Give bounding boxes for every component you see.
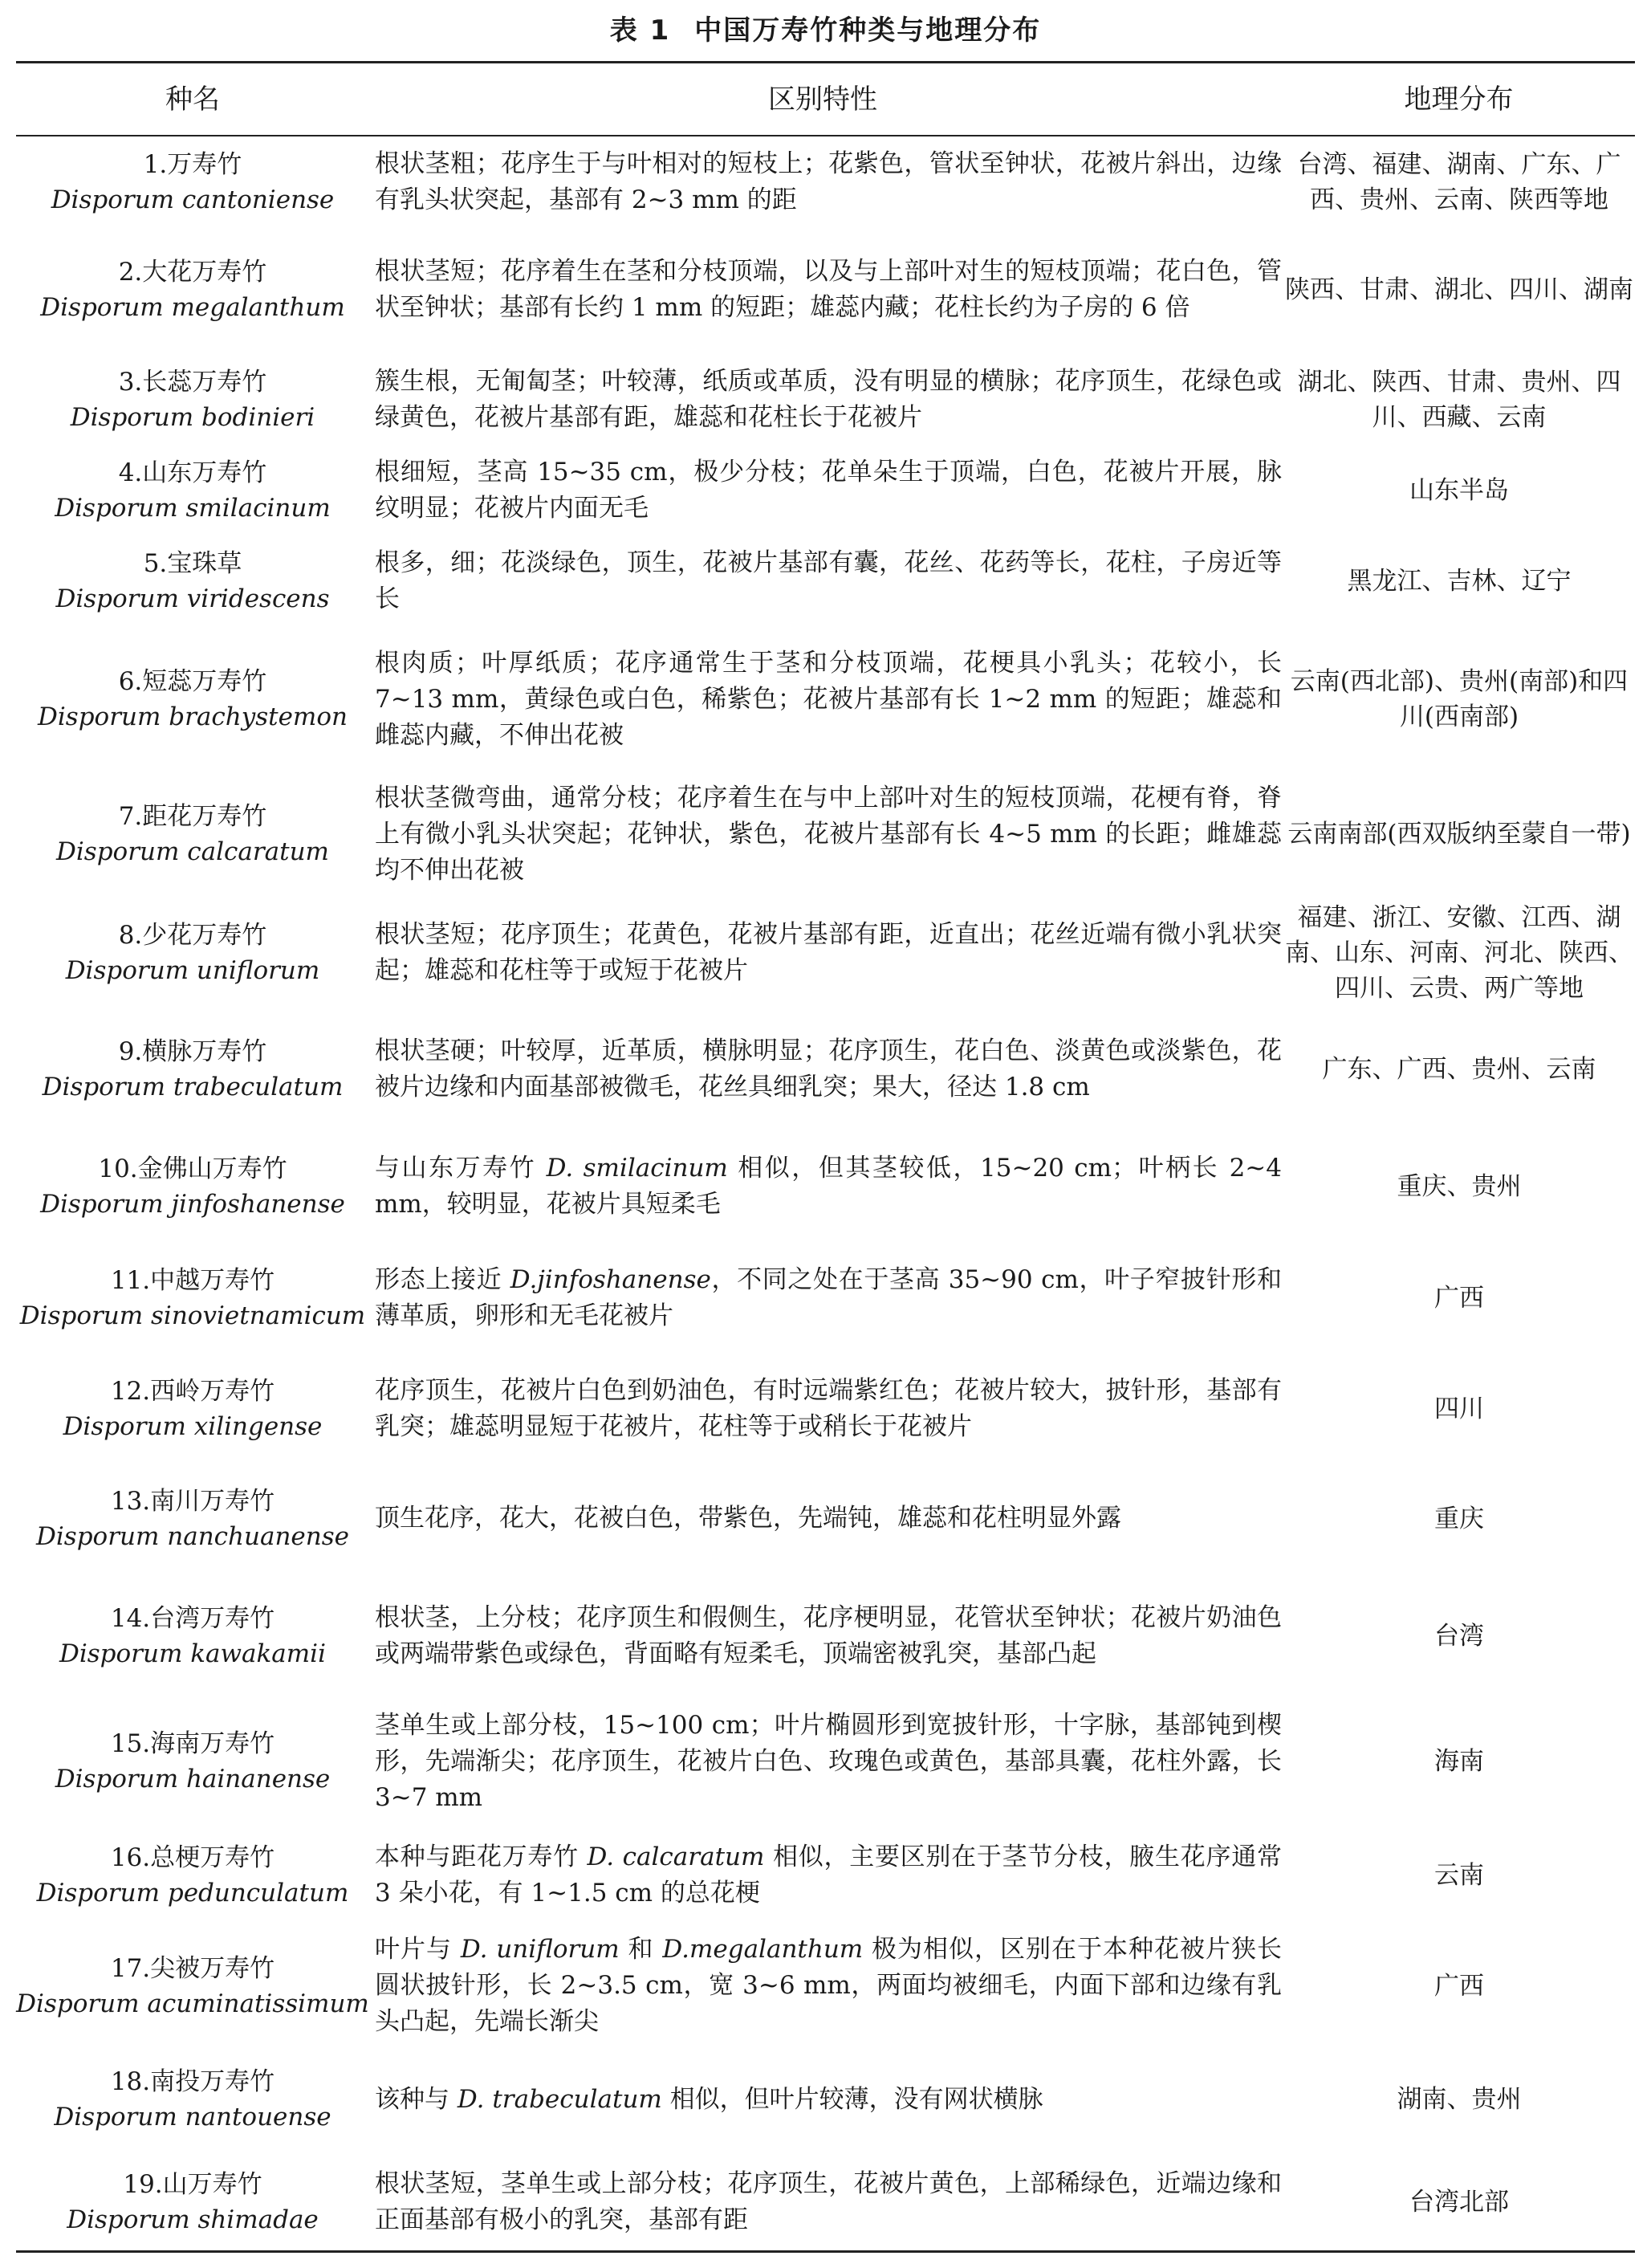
species-distribution: 台湾 <box>1434 1622 1484 1651</box>
species-cell <box>16 771 369 898</box>
features-cell <box>375 771 1282 898</box>
species-cell <box>16 628 369 771</box>
species-description: 根状茎微弯曲，通常分枝；花序着生在与中上部叶对生的短枝顶端，花梗有脊，脊上有微小乳头状突起；花钟状，紫色，花被片基部有长 4~5 mm 的长距；雌雄蕊均不伸出花被 <box>375 783 1282 885</box>
species-chinese-name: 15.海南万寿竹 <box>110 1729 275 1758</box>
species-description: 根状茎粗；花序生于与叶相对的短枝上；花紫色，管状至钟状，花被片斜出，边缘有乳头状突起，基部有 2~3 mm 的距 <box>375 149 1282 214</box>
species-chinese-name: 7.距花万寿竹 <box>118 802 267 831</box>
table-row <box>16 446 1635 535</box>
distribution-cell <box>1283 1130 1636 1243</box>
features-cell <box>375 1008 1282 1130</box>
table-row <box>16 898 1635 1008</box>
features-cell <box>375 1465 1282 1572</box>
features-cell <box>375 1243 1282 1353</box>
species-cell <box>16 2043 369 2156</box>
species-cell <box>16 446 369 535</box>
distribution-cell <box>1283 2156 1636 2248</box>
species-cell <box>16 1465 369 1572</box>
species-cell <box>16 1243 369 1353</box>
table-row <box>16 771 1635 898</box>
species-cell <box>16 1008 369 1130</box>
table-row <box>16 353 1635 446</box>
species-chinese-name: 14.台湾万寿竹 <box>110 1604 275 1633</box>
species-latin-name: Disporum bodinieri <box>70 402 315 432</box>
species-latin-name: Disporum shimadae <box>67 2205 319 2234</box>
species-latin-name: Disporum kawakamii <box>59 1639 326 1668</box>
features-cell <box>375 1928 1282 2043</box>
table-row <box>16 1465 1635 1572</box>
distribution-cell <box>1283 1928 1636 2043</box>
features-cell <box>375 446 1282 535</box>
table-row <box>16 1928 1635 2043</box>
distribution-cell <box>1283 2043 1636 2156</box>
species-latin-name: Disporum calcaratum <box>56 837 329 866</box>
latin-reference: D. calcaratum <box>587 1842 765 1871</box>
species-latin-name: Disporum uniflorum <box>65 955 320 985</box>
species-distribution: 福建、浙江、安徽、江西、湖南、山东、河南、河北、陕西、四川、云贵、两广等地 <box>1285 902 1633 1003</box>
species-cell <box>16 898 369 1008</box>
distribution-cell <box>1283 1700 1636 1822</box>
top-rule <box>16 61 1635 63</box>
species-distribution: 湖北、陕西、甘肃、贵州、四川、西藏、云南 <box>1297 367 1621 432</box>
latin-reference: D. smilacinum <box>546 1154 728 1183</box>
species-description: 根状茎，上分枝；花序顶生和假侧生，花序梗明显，花管状至钟状；花被片奶油色或两端带紫色或绿色，背面略有短柔毛，顶端密被乳突，基部凸起 <box>375 1603 1282 1668</box>
distribution-cell <box>1283 1243 1636 1353</box>
species-distribution: 黑龙江、吉林、辽宁 <box>1347 567 1572 596</box>
species-chinese-name: 9.横脉万寿竹 <box>118 1036 267 1066</box>
species-description: 根状茎短；花序着生在茎和分枝顶端，以及与上部叶对生的短枝顶端；花白色，管状至钟状；基部有长约 1 mm 的短距；雄蕊内藏；花柱长约为子房的 6 倍 <box>375 257 1282 322</box>
species-cell <box>16 353 369 446</box>
species-cell <box>16 1572 369 1700</box>
species-description: 叶片与 D. uniflorum 和 D.megalanthum 极为相似，区别在于本种花被片狭长圆状披针形，长 2~3.5 cm，宽 3~6 mm，两面均被细毛，内面下部和边缘有乳头凸起，先端长渐尖 <box>375 1935 1282 2036</box>
distribution-cell <box>1283 138 1636 226</box>
species-distribution: 广东、广西、贵州、云南 <box>1322 1054 1596 1084</box>
table-row <box>16 1130 1635 1243</box>
features-cell <box>375 1353 1282 1465</box>
table-row <box>16 1572 1635 1700</box>
features-cell <box>375 226 1282 353</box>
latin-reference: D. trabeculatum <box>457 2084 662 2114</box>
features-cell <box>375 628 1282 771</box>
distribution-cell <box>1283 353 1636 446</box>
species-distribution: 广西 <box>1434 1971 1484 2001</box>
species-distribution: 台湾、福建、湖南、广东、广西、贵州、云南、陕西等地 <box>1297 150 1621 214</box>
species-chinese-name: 3.长蕊万寿竹 <box>118 367 267 397</box>
table-caption <box>0 8 1651 47</box>
distribution-cell <box>1283 898 1636 1008</box>
distribution-cell <box>1283 1465 1636 1572</box>
species-distribution: 云南 <box>1434 1861 1484 1890</box>
species-description: 根状茎短；花序顶生；花黄色，花被片基部有距，近直出；花丝近端有微小乳状突起；雄蕊和花柱等于或短于花被片 <box>375 919 1282 985</box>
species-latin-name: Disporum trabeculatum <box>42 1072 344 1101</box>
species-latin-name: Disporum viridescens <box>55 584 330 613</box>
species-chinese-name: 11.中越万寿竹 <box>110 1265 275 1295</box>
species-latin-name: Disporum hainanense <box>55 1765 331 1794</box>
species-chinese-name: 4.山东万寿竹 <box>118 458 267 487</box>
species-latin-name: Disporum smilacinum <box>55 493 331 523</box>
table-row <box>16 628 1635 771</box>
distribution-cell <box>1283 1572 1636 1700</box>
bottom-rule <box>16 2250 1635 2253</box>
species-cell <box>16 1353 369 1465</box>
distribution-cell <box>1283 1353 1636 1465</box>
features-cell <box>375 898 1282 1008</box>
species-cell <box>16 1700 369 1822</box>
species-distribution: 湖南、贵州 <box>1397 2085 1522 2114</box>
species-cell <box>16 1130 369 1243</box>
species-description: 根状茎硬；叶较厚，近革质，横脉明显；花序顶生，花白色、淡黄色或淡紫色，花被片边缘和内面基部被微毛，花丝具细乳突；果大，径达 1.8 cm <box>375 1036 1282 1101</box>
features-cell <box>375 353 1282 446</box>
species-cell <box>16 1822 369 1928</box>
species-description: 与山东万寿竹 D. smilacinum 相似，但其茎较低，15~20 cm；叶柄长 2~4 mm，较明显，花被片具短柔毛 <box>375 1154 1282 1219</box>
species-distribution: 陕西、甘肃、湖北、四川、湖南 <box>1285 275 1633 304</box>
features-cell <box>375 1822 1282 1928</box>
species-latin-name: Disporum brachystemon <box>38 702 348 731</box>
distribution-cell <box>1283 1822 1636 1928</box>
species-cell <box>16 226 369 353</box>
species-chinese-name: 18.南投万寿竹 <box>110 2067 275 2096</box>
species-distribution: 台湾北部 <box>1409 2187 1509 2217</box>
species-description: 茎单生或上部分枝，15~100 cm；叶片椭圆形到宽披针形，十字脉，基部钝到楔形，先端渐尖；花序顶生，花被片白色、玫瑰色或黄色，基部具囊，花柱外露，长 3~7 mm <box>375 1710 1282 1812</box>
features-cell <box>375 138 1282 226</box>
table-row <box>16 1700 1635 1822</box>
species-description: 根肉质；叶厚纸质；花序通常生于茎和分枝顶端，花梗具小乳头；花较小，长 7~13 mm，黄绿色或白色，稀紫色；花被片基部有长 1~2 mm 的短距；雄蕊和雌蕊内藏，不伸出花被 <box>375 648 1282 750</box>
species-chinese-name: 2.大花万寿竹 <box>118 258 267 287</box>
features-cell <box>375 1572 1282 1700</box>
species-distribution: 山东半岛 <box>1409 475 1509 505</box>
species-description: 根多，细；花淡绿色，顶生，花被片基部有囊，花丝、花药等长，花柱，子房近等长 <box>375 548 1282 613</box>
species-chinese-name: 13.南川万寿竹 <box>110 1486 275 1516</box>
features-cell <box>375 2043 1282 2156</box>
header-distribution: 地理分布 <box>1404 83 1514 116</box>
table-row <box>16 1353 1635 1465</box>
species-distribution: 海南 <box>1434 1747 1484 1776</box>
table-row <box>16 1243 1635 1353</box>
table-number: 表 1 <box>609 14 671 47</box>
species-chinese-name: 12.西岭万寿竹 <box>110 1377 275 1406</box>
distribution-cell <box>1283 628 1636 771</box>
table-row <box>16 535 1635 628</box>
species-latin-name: Disporum megalanthum <box>40 293 345 322</box>
species-description: 花序顶生，花被片白色到奶油色，有时远端紫红色；花被片较大，披针形，基部有乳突；雄蕊明显短于花被片，花柱等于或稍长于花被片 <box>375 1376 1282 1441</box>
species-latin-name: Disporum acuminatissimum <box>16 1989 369 2018</box>
species-cell <box>16 1928 369 2043</box>
latin-reference: D.megalanthum <box>662 1935 864 1964</box>
species-latin-name: Disporum nantouense <box>54 2103 331 2132</box>
distribution-cell <box>1283 446 1636 535</box>
table-row <box>16 1822 1635 1928</box>
species-chinese-name: 6.短蕊万寿竹 <box>118 667 267 696</box>
species-latin-name: Disporum pedunculatum <box>36 1879 349 1908</box>
species-distribution: 云南南部(西双版纳至蒙自一带) <box>1287 820 1631 849</box>
species-chinese-name: 10.金佛山万寿竹 <box>98 1154 287 1183</box>
species-latin-name: Disporum jinfoshanense <box>40 1190 345 1219</box>
species-distribution: 重庆、贵州 <box>1397 1172 1522 1201</box>
distribution-cell <box>1283 1008 1636 1130</box>
features-cell <box>375 1700 1282 1822</box>
table-row <box>16 138 1635 226</box>
species-cell <box>16 535 369 628</box>
header-features: 区别特性 <box>768 83 877 116</box>
species-description: 根状茎短，茎单生或上部分枝；花序顶生，花被片黄色，上部稀绿色，近端边缘和正面基部有极小的乳突，基部有距 <box>375 2168 1282 2234</box>
species-description: 该种与 D. trabeculatum 相似，但叶片较薄，没有网状横脉 <box>375 2084 1043 2114</box>
species-description: 顶生花序，花大，花被白色，带紫色，先端钝，雄蕊和花柱明显外露 <box>375 1504 1121 1533</box>
table-row <box>16 1008 1635 1130</box>
species-description: 形态上接近 D.jinfoshanense，不同之处在于茎高 35~90 cm，叶子窄披针形和薄革质，卵形和无毛花被片 <box>375 1264 1282 1330</box>
species-chinese-name: 1.万寿竹 <box>143 150 242 179</box>
species-distribution: 重庆 <box>1434 1504 1484 1533</box>
table-row <box>16 2043 1635 2156</box>
species-description: 本种与距花万寿竹 D. calcaratum 相似，主要区别在于茎节分枝，腋生花序通常 3 朵小花，有 1~1.5 cm 的总花梗 <box>375 1842 1282 1908</box>
species-latin-name: Disporum xilingense <box>63 1412 323 1441</box>
table-title: 中国万寿竹种类与地理分布 <box>694 14 1042 47</box>
table-row <box>16 226 1635 353</box>
species-latin-name: Disporum nanchuanense <box>36 1521 349 1551</box>
distribution-cell <box>1283 535 1636 628</box>
species-chinese-name: 8.少花万寿竹 <box>118 920 267 950</box>
header-species: 种名 <box>165 83 220 116</box>
latin-reference: D.jinfoshanense <box>510 1264 711 1294</box>
species-latin-name: Disporum sinovietnamicum <box>19 1301 366 1330</box>
distribution-cell <box>1283 226 1636 353</box>
table-row <box>16 2156 1635 2248</box>
species-latin-name: Disporum cantoniense <box>51 185 335 214</box>
features-cell <box>375 535 1282 628</box>
species-chinese-name: 19.山万寿竹 <box>123 2169 262 2199</box>
species-distribution: 云南(西北部)、贵州(南部)和四川(西南部) <box>1290 667 1629 731</box>
header-rule <box>16 135 1635 136</box>
species-chinese-name: 5.宝珠草 <box>143 549 242 578</box>
species-distribution: 广西 <box>1434 1283 1484 1313</box>
species-chinese-name: 16.总梗万寿竹 <box>110 1843 275 1872</box>
species-cell <box>16 2156 369 2248</box>
species-cell <box>16 138 369 226</box>
species-description: 根细短，茎高 15~35 cm，极少分枝；花单朵生于顶端，白色，花被片开展，脉纹明显；花被片内面无毛 <box>375 457 1282 523</box>
species-chinese-name: 17.尖被万寿竹 <box>110 1953 275 1983</box>
species-description: 簇生根，无匍匐茎；叶较薄，纸质或革质，没有明显的横脉；花序顶生，花绿色或绿黄色，花被片基部有距，雄蕊和花柱长于花被片 <box>375 366 1282 432</box>
distribution-cell <box>1283 771 1636 898</box>
features-cell <box>375 1130 1282 1243</box>
latin-reference: D. uniflorum <box>460 1935 620 1964</box>
species-distribution: 四川 <box>1434 1395 1484 1423</box>
features-cell <box>375 2156 1282 2248</box>
